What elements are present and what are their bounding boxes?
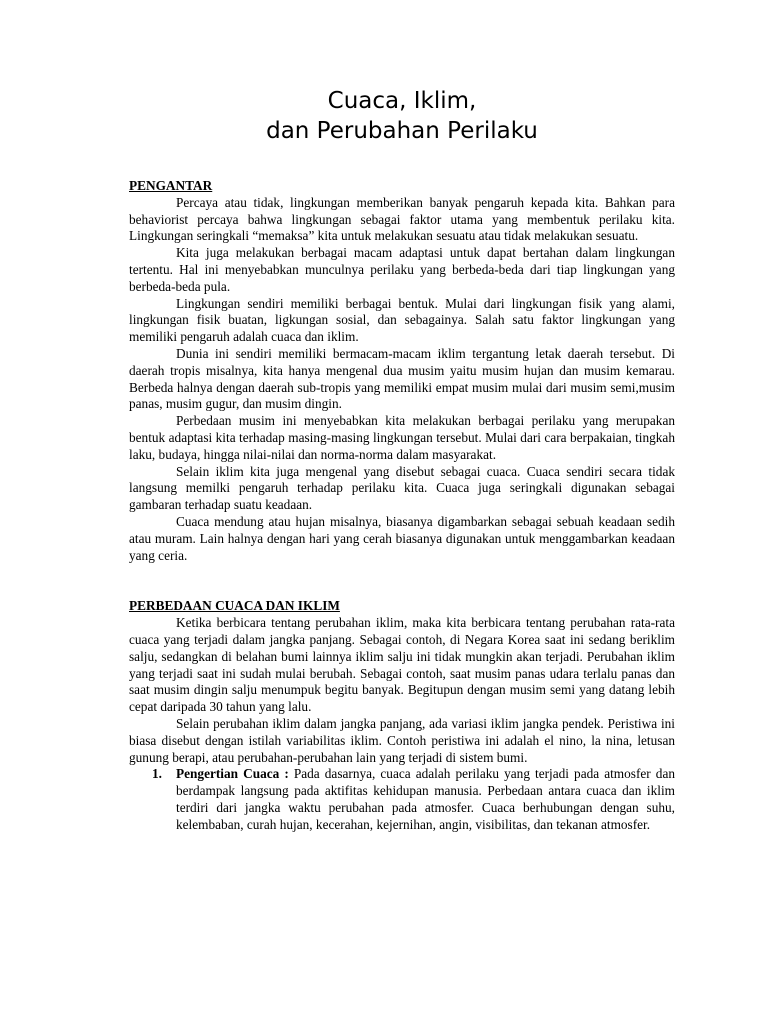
title-line-1: Cuaca, Iklim, — [327, 88, 477, 114]
document-page — [129, 86, 675, 833]
paragraph: Lingkungan sendiri memiliki berbagai bentuk. Mulai dari lingkungan fisik yang alami, lingkungan fisik buatan, ligkungan sosial, dan sebagainya. Salah satu faktor lingkungan yang memiliki pengaruh adalah cuaca dan iklim. — [129, 295, 675, 345]
section-heading: PERBEDAAN CUACA DAN IKLIM — [129, 598, 340, 614]
title-line-2: dan Perubahan Perilaku — [266, 118, 538, 144]
paragraph: Dunia ini sendiri memiliki bermacam-macam iklim tergantung letak daerah tersebut. Di daerah tropis misalnya, kita hanya mengenal dua musim yaitu musim hujan dan musim kemarau. Berbeda halnya dengan daerah sub-tropis yang memiliki empat musim mulai dari musim semi,musim panas, musim gugur, dan musim dingin. — [129, 345, 675, 412]
paragraph: Perbedaan musim ini menyebabkan kita melakukan berbagai perilaku yang merupakan bentuk adaptasi kita terhadap masing-masing lingkungan tersebut. Mulai dari cara berpakaian, tingkah laku, budaya, hingga nilai-nilai dan norma-norma dalam masyarakat. — [129, 413, 675, 462]
paragraph: Selain iklim kita juga mengenal yang disebut sebagai cuaca. Cuaca sendiri secara tidak langsung memilki pengaruh terhadap perilaku kita. Cuaca juga seringkali digunakan sebagai gambaran terhadap suatu keadaan. — [129, 463, 675, 513]
paragraph: Cuaca mendung atau hujan misalnya, biasanya digambarkan sebagai sebuah keadaan sedih atau muram. Lain halnya dengan hari yang cerah biasanya digunakan untuk menggambarkan keadaan yang ceria. — [129, 513, 675, 563]
list-item-term: Pengertian Cuaca : — [176, 766, 289, 782]
list-item-number: 1. — [152, 766, 162, 782]
list-item-text: Pada dasarnya, cuaca adalah perilaku yang terjadi pada atmosfer dan berdampak langsung pada aktifitas kehidupan manusia. Perbedaan antara cuaca dan iklim terdiri dari jangka waktu perubahan pada atmosfer. Cuaca berhubungan dengan suhu, kelembaban, curah hujan, kecerahan, kejernihan, angin, visibilitas, dan tekanan atmosfer. — [176, 766, 675, 832]
paragraph: Ketika berbicara tentang perubahan iklim, maka kita berbicara tentang perubahan rata-rata cuaca yang terjadi dalam jangka panjang. Sebagai contoh, di Negara Korea saat ini sedang beriklim salju, sedangkan di belahan bumi lainnya iklim salju ini tidak mungkin akan terjadi. Perubahan iklim yang terjadi saat ini sudah mulai berubah. Sebagai contoh, saat musim panas udara terlalu panas dan saat musim dingin salju menumpuk begitu banyak. Begitupun dengan musim semi yang datang lebih cepat daripada 30 tahun yang lalu. — [129, 615, 675, 715]
paragraph: Selain perubahan iklim dalam jangka panjang, ada variasi iklim jangka pendek. Peristiwa ini biasa disebut dengan istilah variabilitas iklim. Contoh peristiwa ini adalah el nino, la nina, letusan gunung berapi, atau perubahan-perubahan lain yang terjadi di sistem bumi. — [129, 715, 675, 765]
section-heading: PENGANTAR — [129, 178, 213, 193]
document-title — [129, 86, 675, 146]
section-pengantar — [129, 178, 675, 564]
paragraph: Percaya atau tidak, lingkungan memberikan banyak pengaruh kepada kita. Bahkan para behaviorist percaya bahwa lingkungan sebagai faktor utama yang membentuk perilaku kita. Lingkungan seringkali “memaksa” kita untuk melakukan sesuatu atau tidak melakukan sesuatu. — [129, 194, 675, 244]
numbered-list — [152, 766, 675, 833]
paragraph: Kita juga melakukan berbagai macam adaptasi untuk dapat bertahan dalam lingkungan tertentu. Hal ini menyebabkan munculnya perilaku yang berbeda-beda dari tiap lingkungan yang berbeda-beda pula. — [129, 245, 675, 294]
section-perbedaan-cuaca-iklim — [129, 598, 675, 833]
list-item — [152, 766, 675, 833]
